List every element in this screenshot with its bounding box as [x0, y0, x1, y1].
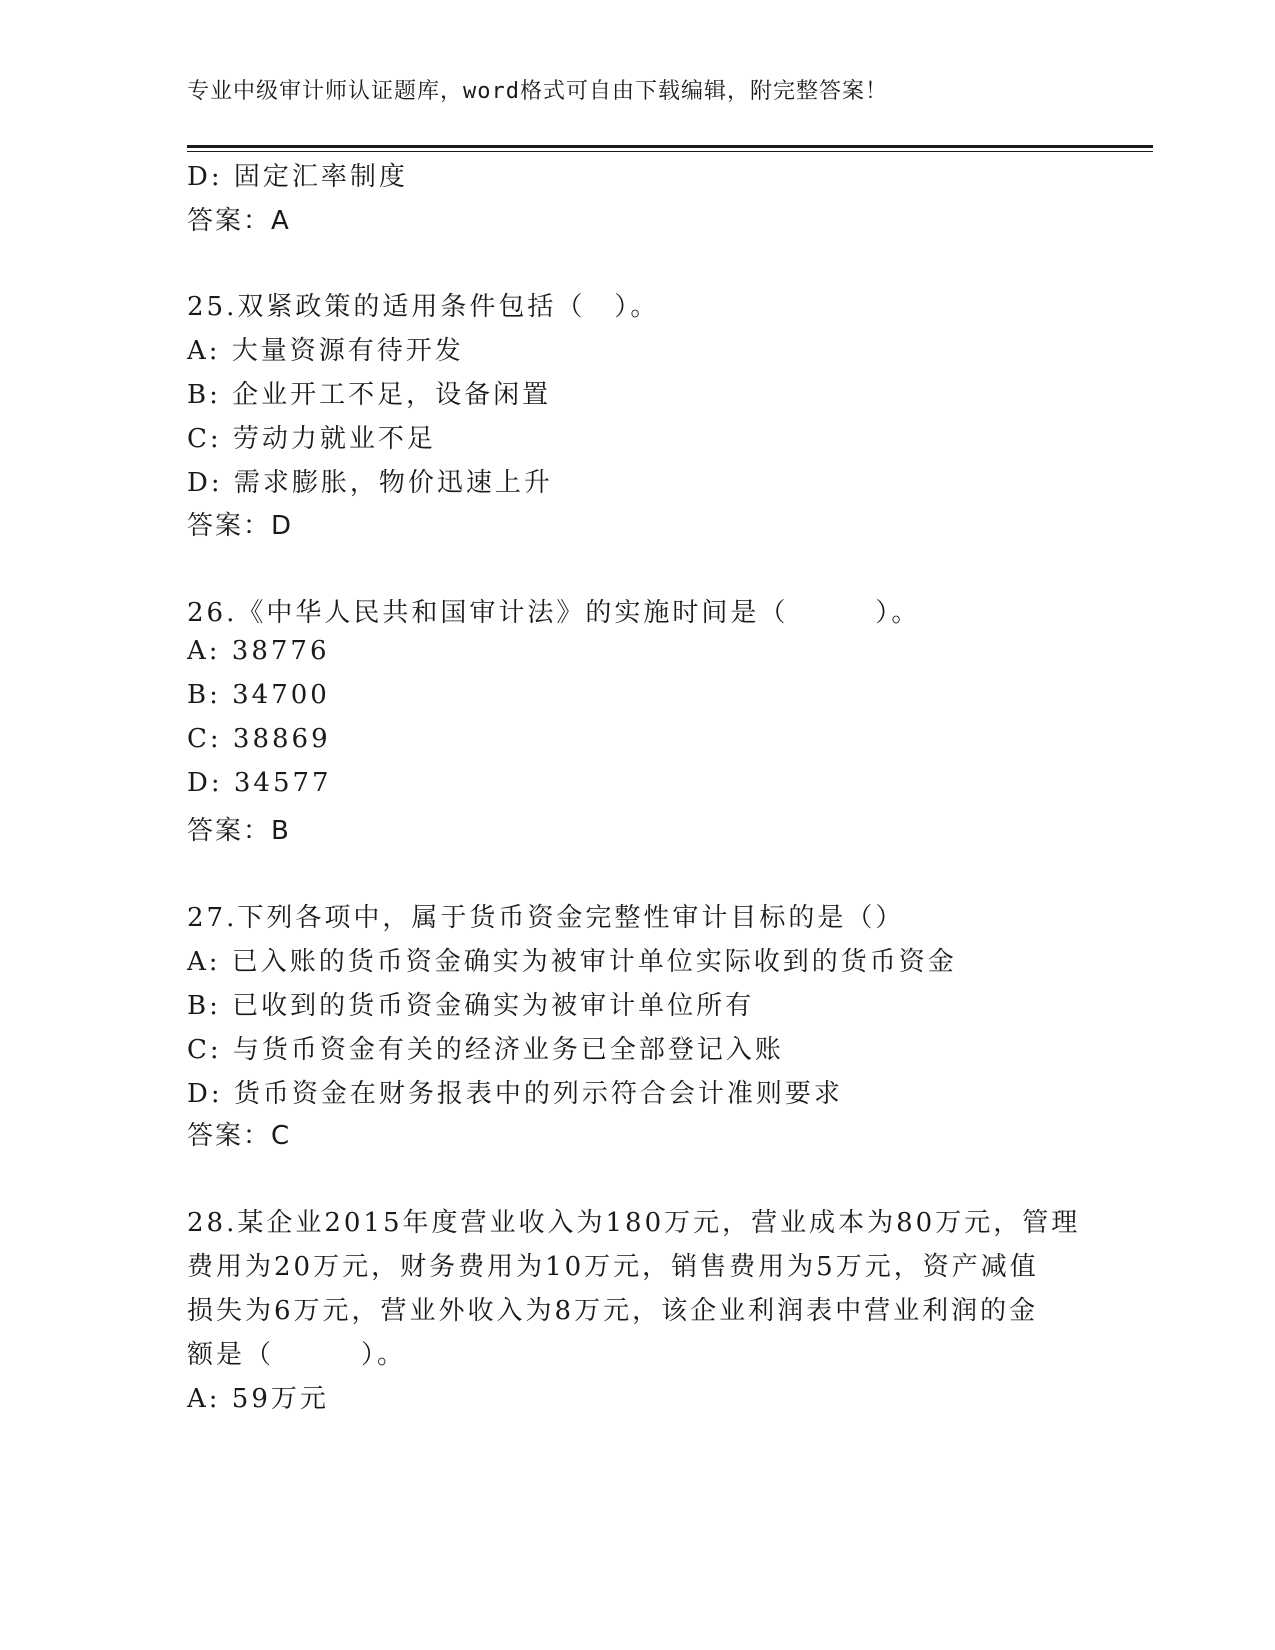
q26-option-c: C: 38869 [187, 724, 331, 754]
q26-option-a: A: 38776 [187, 636, 330, 666]
q25-option-b: B: 企业开工不足，设备闲置 [187, 380, 552, 410]
q25-option-c: C: 劳动力就业不足 [187, 424, 436, 454]
q28-stem-line-2: 费用为20万元，财务费用为10万元，销售费用为5万元，资产减值 [187, 1252, 1039, 1282]
q24-answer: 答案：A [187, 206, 291, 236]
q24-option-d: D: 固定汇率制度 [187, 162, 408, 192]
header-rule-thin [187, 151, 1153, 152]
q28-option-a: A: 59万元 [187, 1384, 329, 1414]
q27-stem: 27.下列各项中，属于货币资金完整性审计目标的是（） [187, 903, 905, 933]
q28-stem-line-1: 28.某企业2015年度营业收入为180万元，营业成本为80万元，管理 [187, 1208, 1081, 1238]
q25-option-d: D: 需求膨胀，物价迅速上升 [187, 468, 553, 498]
q27-option-c: C: 与货币资金有关的经济业务已全部登记入账 [187, 1035, 784, 1065]
page-header: 专业中级审计师认证题库，word格式可自由下载编辑，附完整答案！ [187, 79, 888, 104]
q25-option-a: A: 大量资源有待开发 [187, 336, 464, 366]
q27-option-b: B: 已收到的货币资金确实为被审计单位所有 [187, 991, 755, 1021]
q27-option-d: D: 货币资金在财务报表中的列示符合会计准则要求 [187, 1079, 843, 1109]
q26-option-d: D: 34577 [187, 768, 332, 798]
q27-option-a: A: 已入账的货币资金确实为被审计单位实际收到的货币资金 [187, 947, 957, 977]
q27-answer: 答案：C [187, 1121, 292, 1151]
q25-answer: 答案：D [187, 511, 294, 541]
q26-option-b: B: 34700 [187, 680, 330, 710]
q28-stem-line-4: 额是（ ）。 [187, 1340, 407, 1370]
q26-stem: 26.《中华人民共和国审计法》的实施时间是（ ）。 [187, 598, 921, 628]
q25-stem: 25.双紧政策的适用条件包括（ ）。 [187, 292, 660, 322]
header-rule-thick [187, 145, 1153, 148]
q28-stem-line-3: 损失为6万元，营业外收入为8万元，该企业利润表中营业利润的金 [187, 1296, 1039, 1326]
q26-answer: 答案：B [187, 816, 291, 846]
